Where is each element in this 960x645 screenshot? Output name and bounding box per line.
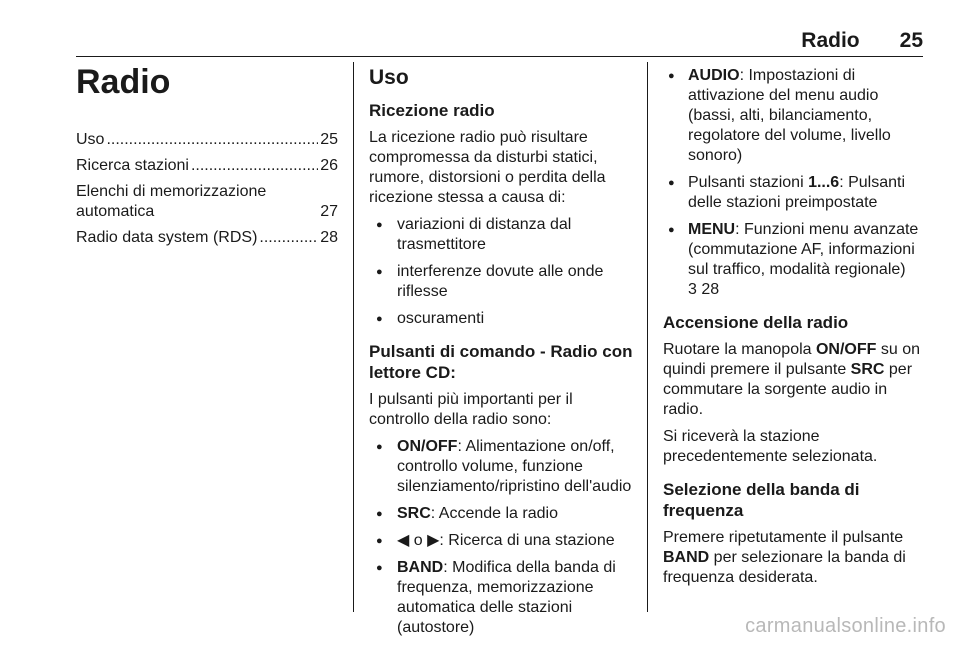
key-description: : Ricerca di una stazione: [439, 532, 614, 549]
list-item: ● interferenze dovute alle onde riflesse: [369, 262, 633, 302]
key-description: : Funzioni menu avanzate (commutazione AF, informazioni sul traffico, modalità regionale): [688, 221, 918, 278]
key-label: SRC: [851, 361, 885, 378]
toc-entry[interactable]: [76, 156, 338, 176]
key-prefix: Pulsanti stazioni: [688, 174, 808, 191]
paragraph: Ruotare la manopola ON/OFF su on quindi premere il pulsante SRC per commutare la sorgente audio in radio.: [663, 340, 928, 420]
toc-page: 28: [320, 228, 338, 248]
key-description: : Alimentazione on/off, controllo volume, funzione silenziamento/ripristino dell'audio: [397, 438, 631, 495]
list-item: ● variazioni di distanza dal trasmettitore: [369, 215, 633, 255]
controls-list-continued: [663, 66, 928, 300]
chapter-title: Radio: [76, 62, 338, 102]
toc-entry[interactable]: [76, 228, 338, 248]
toc-leader: [259, 228, 318, 248]
list-item: [663, 220, 928, 300]
toc-entry[interactable]: [76, 182, 338, 222]
toc-label: Ricerca stazioni: [76, 156, 189, 176]
section-title: Uso: [369, 66, 633, 90]
subsection-heading: Accensione della radio: [663, 312, 928, 333]
list-item: [369, 558, 633, 638]
toc-page: 27: [320, 202, 338, 222]
key-description: : Impostazioni di attivazione del menu audio (bassi, alti, bilanciamento, regolatore del volume, livello sonoro): [688, 67, 891, 164]
key-description: : Accende la radio: [431, 505, 558, 522]
key-description: : Pulsanti delle stazioni preimpostate: [688, 174, 905, 211]
paragraph: La ricezione radio può risultare compromessa da disturbi statici, rumore, distorsioni o perdita della ricezione stessa a causa di:: [369, 128, 633, 208]
list-item: [369, 531, 633, 551]
key-label: BAND: [397, 559, 443, 576]
causes-list: [369, 215, 633, 329]
toc-leader: [106, 130, 318, 150]
toc-page: 26: [320, 156, 338, 176]
page-header: [76, 26, 923, 57]
column-divider: [647, 62, 648, 612]
toc-label: Radio data system (RDS): [76, 228, 257, 248]
subsection-heading: Selezione della banda di frequenza: [663, 479, 928, 521]
list-item: [663, 173, 928, 213]
content-column-3: [663, 62, 928, 595]
content-column-2: [369, 62, 633, 645]
header-title: Radio: [801, 29, 859, 53]
list-item: [369, 437, 633, 497]
key-label: ON/OFF: [397, 438, 457, 455]
paragraph: I pulsanti più importanti per il controllo della radio sono:: [369, 390, 633, 430]
key-label: 1...6: [808, 174, 839, 191]
toc-entry[interactable]: [76, 130, 338, 150]
toc-column: [76, 62, 338, 254]
list-item: [663, 66, 928, 166]
key-label: MENU: [688, 221, 735, 238]
page-number: 25: [900, 29, 923, 53]
key-label: SRC: [397, 505, 431, 522]
paragraph: Premere ripetutamente il pulsante BAND per selezionare la banda di frequenza desiderata.: [663, 528, 928, 588]
key-label: ◀ o ▶: [397, 532, 439, 549]
key-label: ON/OFF: [816, 341, 876, 358]
subsection-heading: Ricezione radio: [369, 100, 633, 121]
key-label: BAND: [663, 549, 709, 566]
paragraph: Si riceverà la stazione precedentemente selezionata.: [663, 427, 928, 467]
page-reference[interactable]: 3 28: [688, 281, 719, 298]
key-description: : Modifica della banda di frequenza, memorizzazione automatica delle stazioni (autostore): [397, 559, 616, 636]
subsection-heading: Pulsanti di comando - Radio con lettore CD:: [369, 341, 633, 383]
column-divider: [353, 62, 354, 612]
toc-label: Elenchi di memorizzazione automatica: [76, 182, 316, 222]
toc-label: Uso: [76, 130, 104, 150]
watermark: carmanualsonline.info: [745, 615, 946, 638]
list-item: [369, 504, 633, 524]
list-item: ● oscuramenti: [369, 309, 633, 329]
controls-list: [369, 437, 633, 638]
key-label: AUDIO: [688, 67, 740, 84]
toc-leader: [191, 156, 318, 176]
toc-page: 25: [320, 130, 338, 150]
